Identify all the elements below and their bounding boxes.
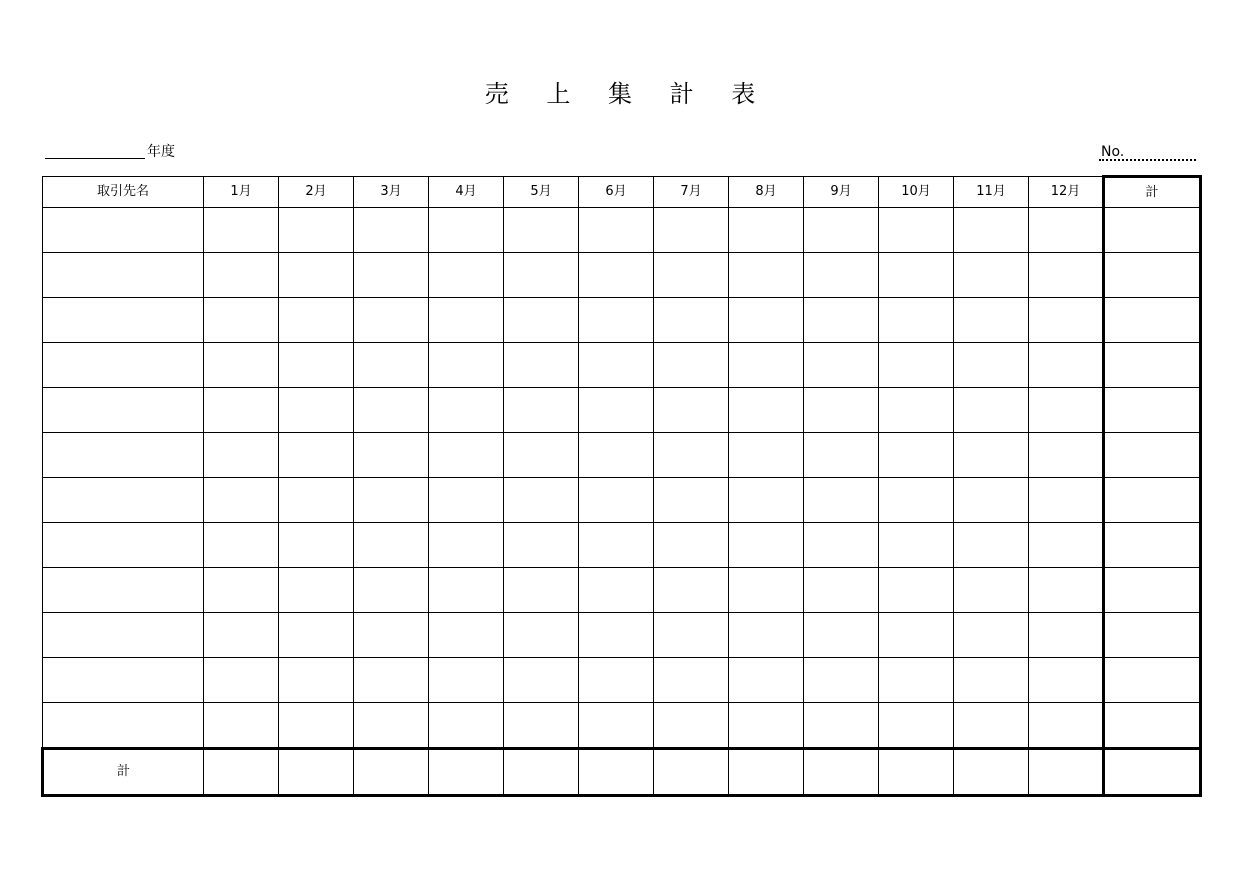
month-cell[interactable] xyxy=(429,478,504,523)
month-cell[interactable] xyxy=(279,253,354,298)
month-cell[interactable] xyxy=(1029,658,1104,703)
month-cell[interactable] xyxy=(729,343,804,388)
month-cell[interactable] xyxy=(729,388,804,433)
month-cell[interactable] xyxy=(879,523,954,568)
header-month: 12月 xyxy=(1029,177,1104,208)
client-name-cell[interactable] xyxy=(43,703,204,749)
client-name-cell[interactable] xyxy=(43,478,204,523)
row-total-cell[interactable] xyxy=(1104,478,1201,523)
month-total-cell[interactable] xyxy=(654,749,729,796)
month-cell[interactable] xyxy=(579,208,654,253)
row-total-cell[interactable] xyxy=(1104,253,1201,298)
month-cell[interactable] xyxy=(354,568,429,613)
month-cell[interactable] xyxy=(579,433,654,478)
month-cell[interactable] xyxy=(279,613,354,658)
month-cell[interactable] xyxy=(354,208,429,253)
number-label: No. xyxy=(1101,144,1125,160)
row-total-cell[interactable] xyxy=(1104,433,1201,478)
month-cell[interactable] xyxy=(954,253,1029,298)
month-cell[interactable] xyxy=(804,523,879,568)
month-total-cell[interactable] xyxy=(879,749,954,796)
month-cell[interactable] xyxy=(654,523,729,568)
month-cell[interactable] xyxy=(729,658,804,703)
month-cell[interactable] xyxy=(204,658,279,703)
month-cell[interactable] xyxy=(204,343,279,388)
header-month: 1月 xyxy=(204,177,279,208)
month-cell[interactable] xyxy=(654,433,729,478)
month-cell[interactable] xyxy=(654,298,729,343)
month-cell[interactable] xyxy=(654,343,729,388)
month-cell[interactable] xyxy=(729,253,804,298)
header-month: 10月 xyxy=(879,177,954,208)
month-total-cell[interactable] xyxy=(954,749,1029,796)
month-cell[interactable] xyxy=(954,613,1029,658)
year-label: 年度 xyxy=(147,144,175,160)
month-cell[interactable] xyxy=(804,703,879,749)
month-cell[interactable] xyxy=(429,523,504,568)
month-cell[interactable] xyxy=(354,478,429,523)
month-cell[interactable] xyxy=(1029,703,1104,749)
row-total-cell[interactable] xyxy=(1104,703,1201,749)
month-cell[interactable] xyxy=(354,343,429,388)
page-title: 売 上 集 計 表 xyxy=(484,80,771,108)
table-row xyxy=(43,703,1201,749)
month-cell[interactable] xyxy=(729,298,804,343)
table-row xyxy=(43,433,1201,478)
month-cell[interactable] xyxy=(204,703,279,749)
month-total-cell[interactable] xyxy=(279,749,354,796)
month-cell[interactable] xyxy=(504,433,579,478)
month-cell[interactable] xyxy=(579,703,654,749)
grand-total-cell[interactable] xyxy=(1104,749,1201,796)
month-cell[interactable] xyxy=(204,523,279,568)
month-cell[interactable] xyxy=(504,343,579,388)
month-cell[interactable] xyxy=(504,208,579,253)
month-cell[interactable] xyxy=(1029,253,1104,298)
month-cell[interactable] xyxy=(879,568,954,613)
table-row xyxy=(43,343,1201,388)
month-cell[interactable] xyxy=(729,478,804,523)
month-cell[interactable] xyxy=(654,568,729,613)
month-cell[interactable] xyxy=(804,253,879,298)
table-row xyxy=(43,253,1201,298)
month-cell[interactable] xyxy=(204,388,279,433)
month-cell[interactable] xyxy=(954,208,1029,253)
month-total-cell[interactable] xyxy=(1029,749,1104,796)
month-cell[interactable] xyxy=(354,298,429,343)
month-cell[interactable] xyxy=(729,208,804,253)
month-cell[interactable] xyxy=(279,703,354,749)
month-cell[interactable] xyxy=(954,478,1029,523)
row-total-cell[interactable] xyxy=(1104,208,1201,253)
month-cell[interactable] xyxy=(504,568,579,613)
client-name-cell[interactable] xyxy=(43,613,204,658)
table-row xyxy=(43,658,1201,703)
month-cell[interactable] xyxy=(429,298,504,343)
total-row xyxy=(43,749,1201,796)
month-cell[interactable] xyxy=(279,478,354,523)
month-cell[interactable] xyxy=(1029,343,1104,388)
month-cell[interactable] xyxy=(204,298,279,343)
month-cell[interactable] xyxy=(354,433,429,478)
month-cell[interactable] xyxy=(504,703,579,749)
month-cell[interactable] xyxy=(429,658,504,703)
client-name-cell[interactable] xyxy=(43,388,204,433)
header-month: 9月 xyxy=(804,177,879,208)
month-cell[interactable] xyxy=(279,388,354,433)
header-month: 11月 xyxy=(954,177,1029,208)
month-cell[interactable] xyxy=(1029,433,1104,478)
month-cell[interactable] xyxy=(879,703,954,749)
month-cell[interactable] xyxy=(654,388,729,433)
month-cell[interactable] xyxy=(654,703,729,749)
month-cell[interactable] xyxy=(429,433,504,478)
month-cell[interactable] xyxy=(354,613,429,658)
month-cell[interactable] xyxy=(279,568,354,613)
month-cell[interactable] xyxy=(204,613,279,658)
row-total-cell[interactable] xyxy=(1104,388,1201,433)
row-total-cell[interactable] xyxy=(1104,568,1201,613)
month-cell[interactable] xyxy=(429,703,504,749)
month-cell[interactable] xyxy=(729,703,804,749)
month-cell[interactable] xyxy=(1029,523,1104,568)
header-month: 7月 xyxy=(654,177,729,208)
month-cell[interactable] xyxy=(954,523,1029,568)
month-cell[interactable] xyxy=(879,343,954,388)
month-cell[interactable] xyxy=(579,253,654,298)
month-cell[interactable] xyxy=(204,433,279,478)
row-total-cell[interactable] xyxy=(1104,298,1201,343)
month-cell[interactable] xyxy=(354,703,429,749)
total-row-label: 計 xyxy=(43,749,204,796)
month-cell[interactable] xyxy=(1029,388,1104,433)
month-cell[interactable] xyxy=(879,388,954,433)
month-total-cell[interactable] xyxy=(804,749,879,796)
client-name-cell[interactable] xyxy=(43,568,204,613)
month-cell[interactable] xyxy=(879,613,954,658)
month-total-cell[interactable] xyxy=(204,749,279,796)
month-cell[interactable] xyxy=(204,568,279,613)
number-entry-line[interactable] xyxy=(1099,159,1196,161)
client-name-cell[interactable] xyxy=(43,253,204,298)
month-cell[interactable] xyxy=(279,658,354,703)
month-cell[interactable] xyxy=(879,478,954,523)
month-cell[interactable] xyxy=(204,208,279,253)
header-month: 8月 xyxy=(729,177,804,208)
month-total-cell[interactable] xyxy=(429,749,504,796)
header-month: 6月 xyxy=(579,177,654,208)
month-cell[interactable] xyxy=(954,658,1029,703)
month-cell[interactable] xyxy=(579,658,654,703)
month-cell[interactable] xyxy=(504,253,579,298)
month-cell[interactable] xyxy=(579,478,654,523)
month-cell[interactable] xyxy=(729,433,804,478)
client-name-cell[interactable] xyxy=(43,298,204,343)
month-cell[interactable] xyxy=(579,613,654,658)
month-cell[interactable] xyxy=(879,253,954,298)
month-cell[interactable] xyxy=(579,343,654,388)
month-cell[interactable] xyxy=(429,343,504,388)
month-cell[interactable] xyxy=(804,298,879,343)
month-cell[interactable] xyxy=(504,388,579,433)
month-cell[interactable] xyxy=(954,433,1029,478)
table-row xyxy=(43,523,1201,568)
month-cell[interactable] xyxy=(429,613,504,658)
month-total-cell[interactable] xyxy=(354,749,429,796)
header-total: 計 xyxy=(1104,177,1201,208)
month-cell[interactable] xyxy=(729,568,804,613)
month-cell[interactable] xyxy=(354,253,429,298)
month-cell[interactable] xyxy=(1029,208,1104,253)
row-total-cell[interactable] xyxy=(1104,343,1201,388)
header-month: 3月 xyxy=(354,177,429,208)
table-row xyxy=(43,388,1201,433)
header-client-name: 取引先名 xyxy=(43,177,204,208)
row-total-cell[interactable] xyxy=(1104,523,1201,568)
month-cell[interactable] xyxy=(429,568,504,613)
row-total-cell[interactable] xyxy=(1104,613,1201,658)
table-row xyxy=(43,298,1201,343)
month-cell[interactable] xyxy=(279,523,354,568)
month-cell[interactable] xyxy=(804,388,879,433)
month-cell[interactable] xyxy=(504,523,579,568)
month-cell[interactable] xyxy=(1029,298,1104,343)
month-cell[interactable] xyxy=(879,433,954,478)
month-cell[interactable] xyxy=(954,703,1029,749)
month-cell[interactable] xyxy=(804,568,879,613)
month-cell[interactable] xyxy=(954,343,1029,388)
month-cell[interactable] xyxy=(654,613,729,658)
month-cell[interactable] xyxy=(804,343,879,388)
month-cell[interactable] xyxy=(579,568,654,613)
month-cell[interactable] xyxy=(1029,613,1104,658)
month-cell[interactable] xyxy=(504,613,579,658)
month-cell[interactable] xyxy=(804,613,879,658)
month-cell[interactable] xyxy=(954,388,1029,433)
month-total-cell[interactable] xyxy=(504,749,579,796)
month-cell[interactable] xyxy=(1029,478,1104,523)
month-cell[interactable] xyxy=(729,523,804,568)
month-cell[interactable] xyxy=(804,478,879,523)
month-cell[interactable] xyxy=(654,253,729,298)
month-cell[interactable] xyxy=(354,523,429,568)
table-row xyxy=(43,208,1201,253)
month-cell[interactable] xyxy=(279,298,354,343)
month-cell[interactable] xyxy=(429,388,504,433)
month-cell[interactable] xyxy=(879,208,954,253)
header-month: 4月 xyxy=(429,177,504,208)
month-total-cell[interactable] xyxy=(579,749,654,796)
row-total-cell[interactable] xyxy=(1104,658,1201,703)
month-cell[interactable] xyxy=(204,253,279,298)
month-cell[interactable] xyxy=(579,523,654,568)
month-cell[interactable] xyxy=(204,478,279,523)
client-name-cell[interactable] xyxy=(43,658,204,703)
month-cell[interactable] xyxy=(579,298,654,343)
header-row xyxy=(43,177,1201,208)
client-name-cell[interactable] xyxy=(43,343,204,388)
header-month: 2月 xyxy=(279,177,354,208)
sales-summary-table xyxy=(41,175,1202,797)
month-cell[interactable] xyxy=(354,658,429,703)
client-name-cell[interactable] xyxy=(43,523,204,568)
month-cell[interactable] xyxy=(654,478,729,523)
month-cell[interactable] xyxy=(804,658,879,703)
month-cell[interactable] xyxy=(579,388,654,433)
month-cell[interactable] xyxy=(279,208,354,253)
table-body xyxy=(43,177,1201,796)
month-total-cell[interactable] xyxy=(729,749,804,796)
month-cell[interactable] xyxy=(654,208,729,253)
table-row xyxy=(43,613,1201,658)
month-cell[interactable] xyxy=(954,568,1029,613)
header-month: 5月 xyxy=(504,177,579,208)
month-cell[interactable] xyxy=(879,658,954,703)
month-cell[interactable] xyxy=(504,658,579,703)
month-cell[interactable] xyxy=(354,388,429,433)
month-cell[interactable] xyxy=(804,433,879,478)
table-row xyxy=(43,568,1201,613)
month-cell[interactable] xyxy=(279,343,354,388)
month-cell[interactable] xyxy=(429,208,504,253)
client-name-cell[interactable] xyxy=(43,433,204,478)
month-cell[interactable] xyxy=(804,208,879,253)
month-cell[interactable] xyxy=(504,478,579,523)
month-cell[interactable] xyxy=(954,298,1029,343)
month-cell[interactable] xyxy=(729,613,804,658)
client-name-cell[interactable] xyxy=(43,208,204,253)
month-cell[interactable] xyxy=(279,433,354,478)
month-cell[interactable] xyxy=(879,298,954,343)
year-entry-line[interactable] xyxy=(45,158,145,159)
month-cell[interactable] xyxy=(1029,568,1104,613)
month-cell[interactable] xyxy=(654,658,729,703)
table-row xyxy=(43,478,1201,523)
month-cell[interactable] xyxy=(429,253,504,298)
month-cell[interactable] xyxy=(504,298,579,343)
